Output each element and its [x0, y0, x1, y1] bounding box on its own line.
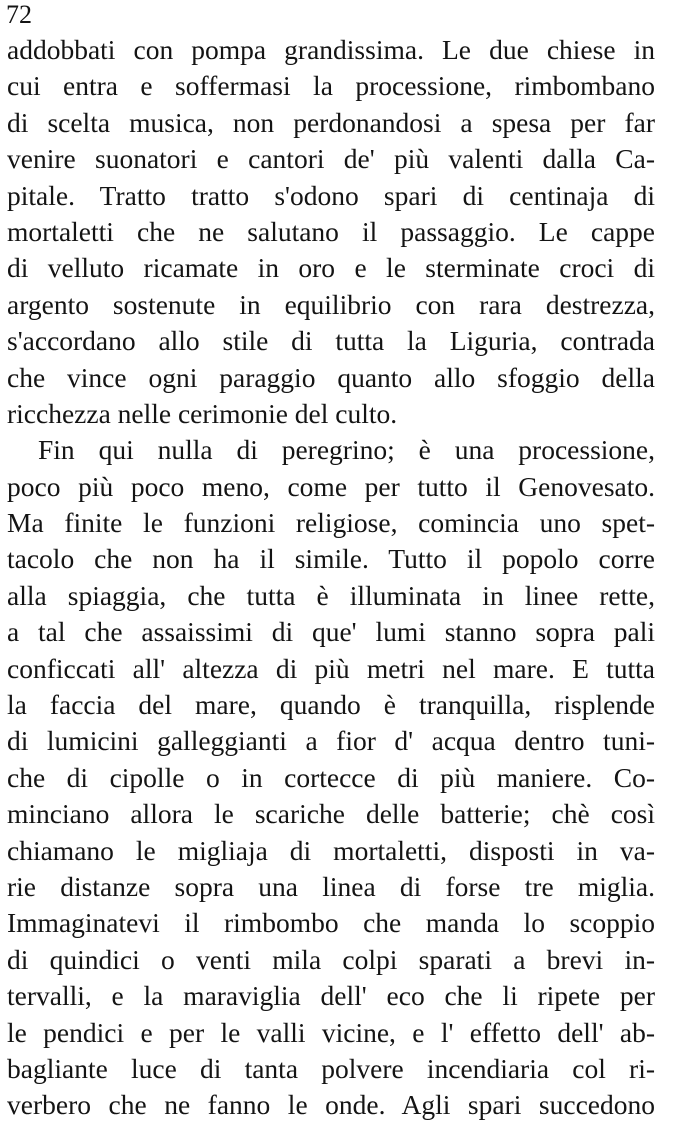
text-line: tervalli, e la maraviglia dell' eco che li ripete per: [7, 980, 655, 1012]
text-line: conficcati all' altezza di più metri nel mare. E tutta: [7, 652, 655, 684]
text-line: di velluto ricamate in oro e le sterminate croci di: [7, 252, 655, 284]
text-line: minciano allora le scariche delle batterie; chè così: [7, 798, 655, 830]
text-line: argento sostenute in equilibrio con rara destrezza,: [7, 288, 655, 320]
text-line: rie distanze sopra una linea di forse tre miglia.: [7, 870, 655, 902]
text-line: Fin qui nulla di peregrino; è una processione,: [38, 434, 655, 466]
text-line: verbero che ne fanno le onde. Agli spari succedono: [7, 1089, 655, 1121]
text-line: ricchezza nelle cerimonie del culto.: [7, 397, 398, 429]
text-line: mortaletti che ne salutano il passaggio. Le cappe: [7, 215, 655, 247]
page-number: 72: [6, 0, 32, 29]
text-line: a tal che assaissimi di que' lumi stanno sopra pali: [7, 616, 655, 648]
text-line: la faccia del mare, quando è tranquilla, risplende: [7, 689, 655, 721]
text-line: che vince ogni paraggio quanto allo sfoggio della: [7, 361, 655, 393]
text-line: bagliante luce di tanta polvere incendiaria col ri-: [7, 1052, 655, 1084]
text-line: di quindici o venti mila colpi sparati a brevi in-: [7, 943, 655, 975]
text-line: cui entra e soffermasi la processione, rimbombano: [7, 70, 655, 102]
text-line: s'accordano allo stile di tutta la Liguria, contrada: [7, 325, 655, 357]
text-line: di scelta musica, non perdonandosi a spesa per far: [7, 106, 655, 138]
text-line: chiamano le migliaja di mortaletti, disposti in va-: [7, 834, 655, 866]
text-line: di lumicini galleggianti a fior d' acqua dentro tuni-: [7, 725, 655, 757]
body-text: [7, 32, 655, 1124]
text-line: Ma finite le funzioni religiose, comincia uno spet-: [7, 507, 655, 539]
text-line: tacolo che non ha il simile. Tutto il popolo corre: [7, 543, 655, 575]
text-line: pitale. Tratto tratto s'odono spari di centinaja di: [7, 179, 655, 211]
text-line: Immaginatevi il rimbombo che manda lo scoppio: [7, 907, 655, 939]
text-line: alla spiaggia, che tutta è illuminata in linee rette,: [7, 579, 655, 611]
text-line: addobbati con pompa grandissima. Le due chiese in: [7, 34, 655, 65]
text-line: poco più poco meno, come per tutto il Genovesato.: [7, 470, 655, 502]
paragraph: [7, 32, 655, 432]
paragraph: [7, 432, 655, 1123]
text-line: venire suonatori e cantori de' più valenti dalla Ca-: [7, 143, 655, 175]
text-line: che di cipolle o in cortecce di più maniere. Co-: [7, 761, 655, 793]
text-line: le pendici e per le valli vicine, e l' effetto dell' ab-: [7, 1016, 655, 1048]
